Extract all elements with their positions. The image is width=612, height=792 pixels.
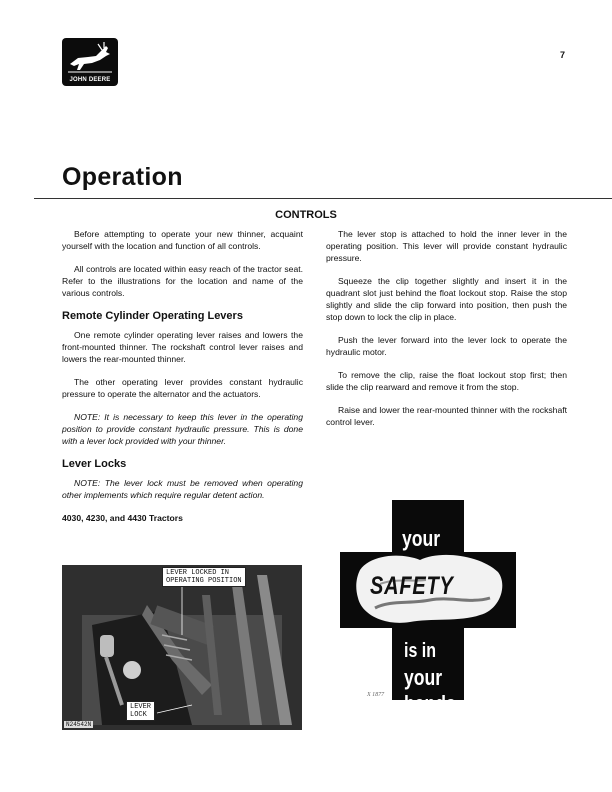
figure-caption: 4030, 4230, and 4430 Tractors bbox=[62, 513, 183, 523]
poster-word-is-in: is in bbox=[404, 640, 437, 662]
paragraph: To remove the clip, raise the float lockout stop first; then slide the clip rearward and remove it from the stop. bbox=[326, 370, 567, 392]
callout-line: LEVER LOCKED IN bbox=[166, 569, 230, 577]
title-divider bbox=[34, 198, 612, 199]
safety-poster bbox=[340, 500, 516, 716]
right-column bbox=[326, 228, 567, 439]
poster-word-safety: SAFETY bbox=[370, 572, 454, 600]
callout-lever-locked bbox=[162, 567, 246, 587]
heading-remote-cylinder: Remote Cylinder Operating Levers bbox=[62, 310, 243, 322]
callout-line: LOCK bbox=[130, 711, 147, 719]
poster-code: X 1877 bbox=[367, 692, 385, 698]
logo-text: JOHN DEERE bbox=[69, 77, 111, 83]
note: NOTE: It is necessary to keep this lever in the operating position to provide constant hydraulic pressure. This is done with a lever lock provided with your thinner. bbox=[62, 412, 303, 446]
deer-icon bbox=[62, 38, 118, 78]
page-number: 7 bbox=[560, 50, 566, 60]
controls-heading: CONTROLS bbox=[275, 209, 337, 221]
poster-word-your: your bbox=[402, 526, 441, 551]
left-column bbox=[62, 228, 303, 524]
paragraph: Before attempting to operate your new thinner, acquaint yourself with the location and function of all controls. bbox=[62, 229, 303, 251]
page-title: Operation bbox=[62, 163, 183, 191]
poster-word-your-hands: your hands bbox=[404, 665, 456, 716]
lever-illustration bbox=[62, 565, 302, 730]
paragraph: One remote cylinder operating lever raises and lowers the front-mounted thinner. The rockshaft control lever raises and lowers the rear-mounted thinner. bbox=[62, 330, 303, 364]
note: NOTE: The lever lock must be removed when operating other implements which require regular detent action. bbox=[62, 478, 303, 500]
callout-line: LEVER bbox=[130, 703, 152, 711]
lever-photo bbox=[62, 565, 302, 730]
callout-lever-lock bbox=[126, 701, 155, 721]
callout-line: OPERATING POSITION bbox=[166, 577, 242, 585]
paragraph: Raise and lower the rear-mounted thinner with the rockshaft control lever. bbox=[326, 405, 567, 427]
paragraph: The other operating lever provides constant hydraulic pressure to operate the alternator and the actuators. bbox=[62, 377, 303, 399]
paragraph: All controls are located within easy reach of the tractor seat. Refer to the illustrations for the location and name of the various controls. bbox=[62, 264, 303, 298]
paragraph: Squeeze the clip together slightly and insert it in the quadrant slot just behind the float lockout stop. Raise the stop slightly and slide the clip forward into position, then push the stop down to lock the clip in place. bbox=[326, 276, 567, 322]
heading-lever-locks: Lever Locks bbox=[62, 458, 127, 470]
photo-code: N24542N bbox=[66, 721, 92, 728]
paragraph: Push the lever forward into the lever lock to operate the hydraulic motor. bbox=[326, 335, 567, 357]
paragraph: The lever stop is attached to hold the inner lever in the operating position. This lever will provide constant hydraulic pressure. bbox=[326, 229, 567, 263]
john-deere-logo bbox=[62, 38, 118, 86]
